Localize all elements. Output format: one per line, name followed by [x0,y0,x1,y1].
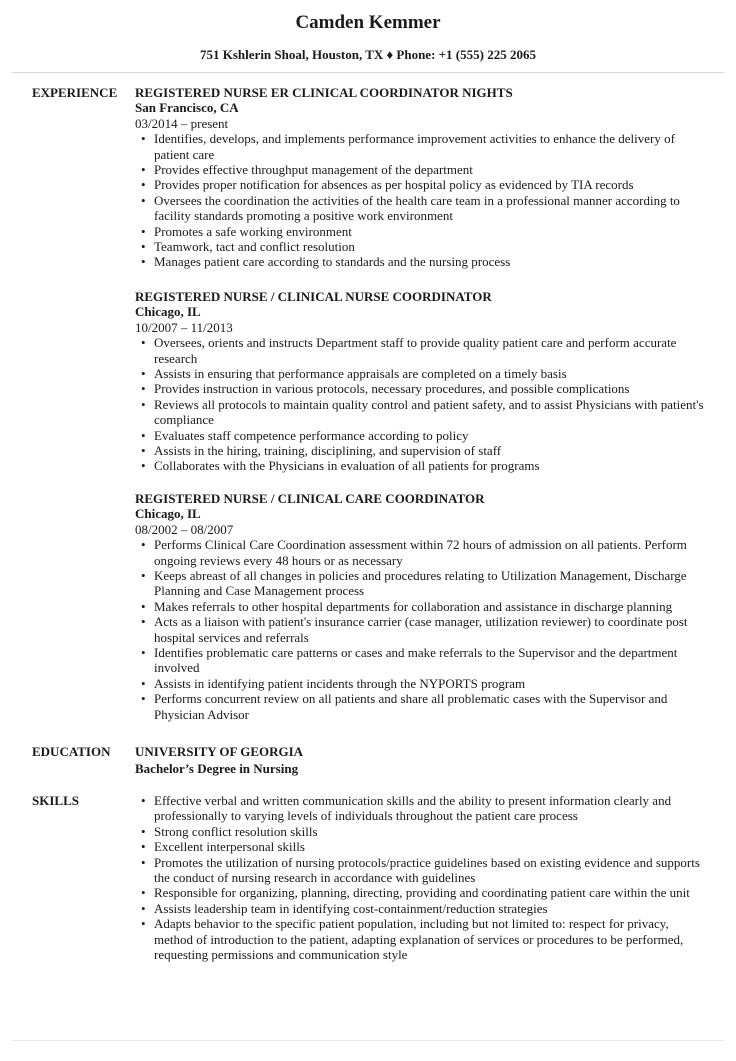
skill-item: • Adapts behavior to the specific patient population, including but not limited to: respect for privacy, method of introduction to the patient, adapting explanation of services or procedures to be performed, requesting permissions and communication style [135,916,705,962]
contact-line: 751 Kshlerin Shoal, Houston, TX ♦ Phone: +1 (555) 225 2065 [200,47,536,62]
duty-item: • Assists in the hiring, training, disciplining, and supervision of staff [135,443,705,458]
education-entry [135,744,705,777]
duty-item: • Provides proper notification for absences as per hospital policy as evidenced by TIA records [135,177,705,192]
duty-item: • Keeps abreast of all changes in policies and procedures relating to Utilization Management, Discharge Planning and Case Management process [135,568,705,599]
duty-item: • Promotes a safe working environment [135,224,705,239]
job-title: REGISTERED NURSE ER CLINICAL COORDINATOR NIGHTS [135,85,513,100]
resume-header [0,10,736,64]
duty-item: • Evaluates staff competence performance according to policy [135,428,705,443]
duty-item: • Performs concurrent review on all patients and share all problematic cases with the Supervisor and Physician Advisor [135,691,705,722]
duty-item: • Identifies, develops, and implements performance improvement activities to enhance the delivery of patient care [135,131,705,162]
skills-list-wrap [135,793,705,962]
degree-name: Bachelor’s Degree in Nursing [135,761,299,777]
job-title: REGISTERED NURSE / CLINICAL NURSE COORDINATOR [135,289,492,304]
skill-item: • Effective verbal and written communication skills and the ability to present information clearly and professionally to varying levels of individuals throughout the patient care process [135,793,705,824]
duty-item: • Makes referrals to other hospital departments for collaboration and assistance in discharge planning [135,599,705,614]
skill-item: • Assists leadership team in identifying cost-containment/reduction strategies [135,901,705,916]
school-name: UNIVERSITY OF GEORGIA [135,744,304,759]
duty-item: • Reviews all protocols to maintain quality control and patient safety, and to assist Physicians with patient's compliance [135,397,705,428]
job-dates: 08/2002 – 08/2007 [135,521,234,537]
skill-item: • Excellent interpersonal skills [135,839,705,854]
job-duties [135,335,705,474]
duty-item: • Assists in ensuring that performance appraisals are completed on a timely basis [135,366,705,381]
skill-item: • Promotes the utilization of nursing protocols/practice guidelines based on existing evidence and supports the conduct of nursing research in accordance with guidelines [135,855,705,886]
job-entry [135,491,705,722]
skills-heading: SKILLS [32,793,79,808]
skill-item: • Strong conflict resolution skills [135,824,705,839]
duty-item: • Oversees the coordination the activities of the health care team in a professional manner according to facility standards promoting a positive work environment [135,193,705,224]
duty-item: • Identifies problematic care patterns or cases and make referrals to the Supervisor and the department involved [135,645,705,676]
duty-item: • Acts as a liaison with patient's insurance carrier (case manager, utilization reviewer) to coordinate post hospital services and referrals [135,614,705,645]
duty-item: • Provides instruction in various protocols, necessary procedures, and possible complications [135,381,705,396]
candidate-name: Camden Kemmer [295,12,441,33]
job-entry [135,289,705,474]
skill-item: • Responsible for organizing, planning, directing, providing and coordinating patient care within the unit [135,885,705,900]
job-duties [135,131,705,270]
job-location: Chicago, IL [135,506,201,522]
duty-item: • Assists in identifying patient incidents through the NYPORTS program [135,676,705,691]
duty-item: • Manages patient care according to standards and the nursing process [135,254,705,269]
duty-item: • Oversees, orients and instructs Department staff to provide quality patient care and perform accurate research [135,335,705,366]
experience-heading: EXPERIENCE [32,85,118,100]
header-divider [12,72,724,73]
duty-item: • Performs Clinical Care Coordination assessment within 72 hours of admission on all patients. Perform ongoing reviews every 48 hours or as necessary [135,537,705,568]
job-dates: 10/2007 – 11/2013 [135,319,233,335]
duty-item: • Collaborates with the Physicians in evaluation of all patients for programs [135,458,705,473]
duty-item: • Provides effective throughput management of the department [135,162,705,177]
footer-divider [12,1040,724,1041]
job-dates: 03/2014 – present [135,115,229,131]
job-title: REGISTERED NURSE / CLINICAL CARE COORDINATOR [135,491,485,506]
duty-item: • Teamwork, tact and conflict resolution [135,239,705,254]
job-location: Chicago, IL [135,304,201,320]
skills-list [135,793,705,962]
job-entry [135,85,705,270]
education-heading: EDUCATION [32,744,111,759]
job-duties [135,537,705,722]
job-location: San Francisco, CA [135,100,239,116]
